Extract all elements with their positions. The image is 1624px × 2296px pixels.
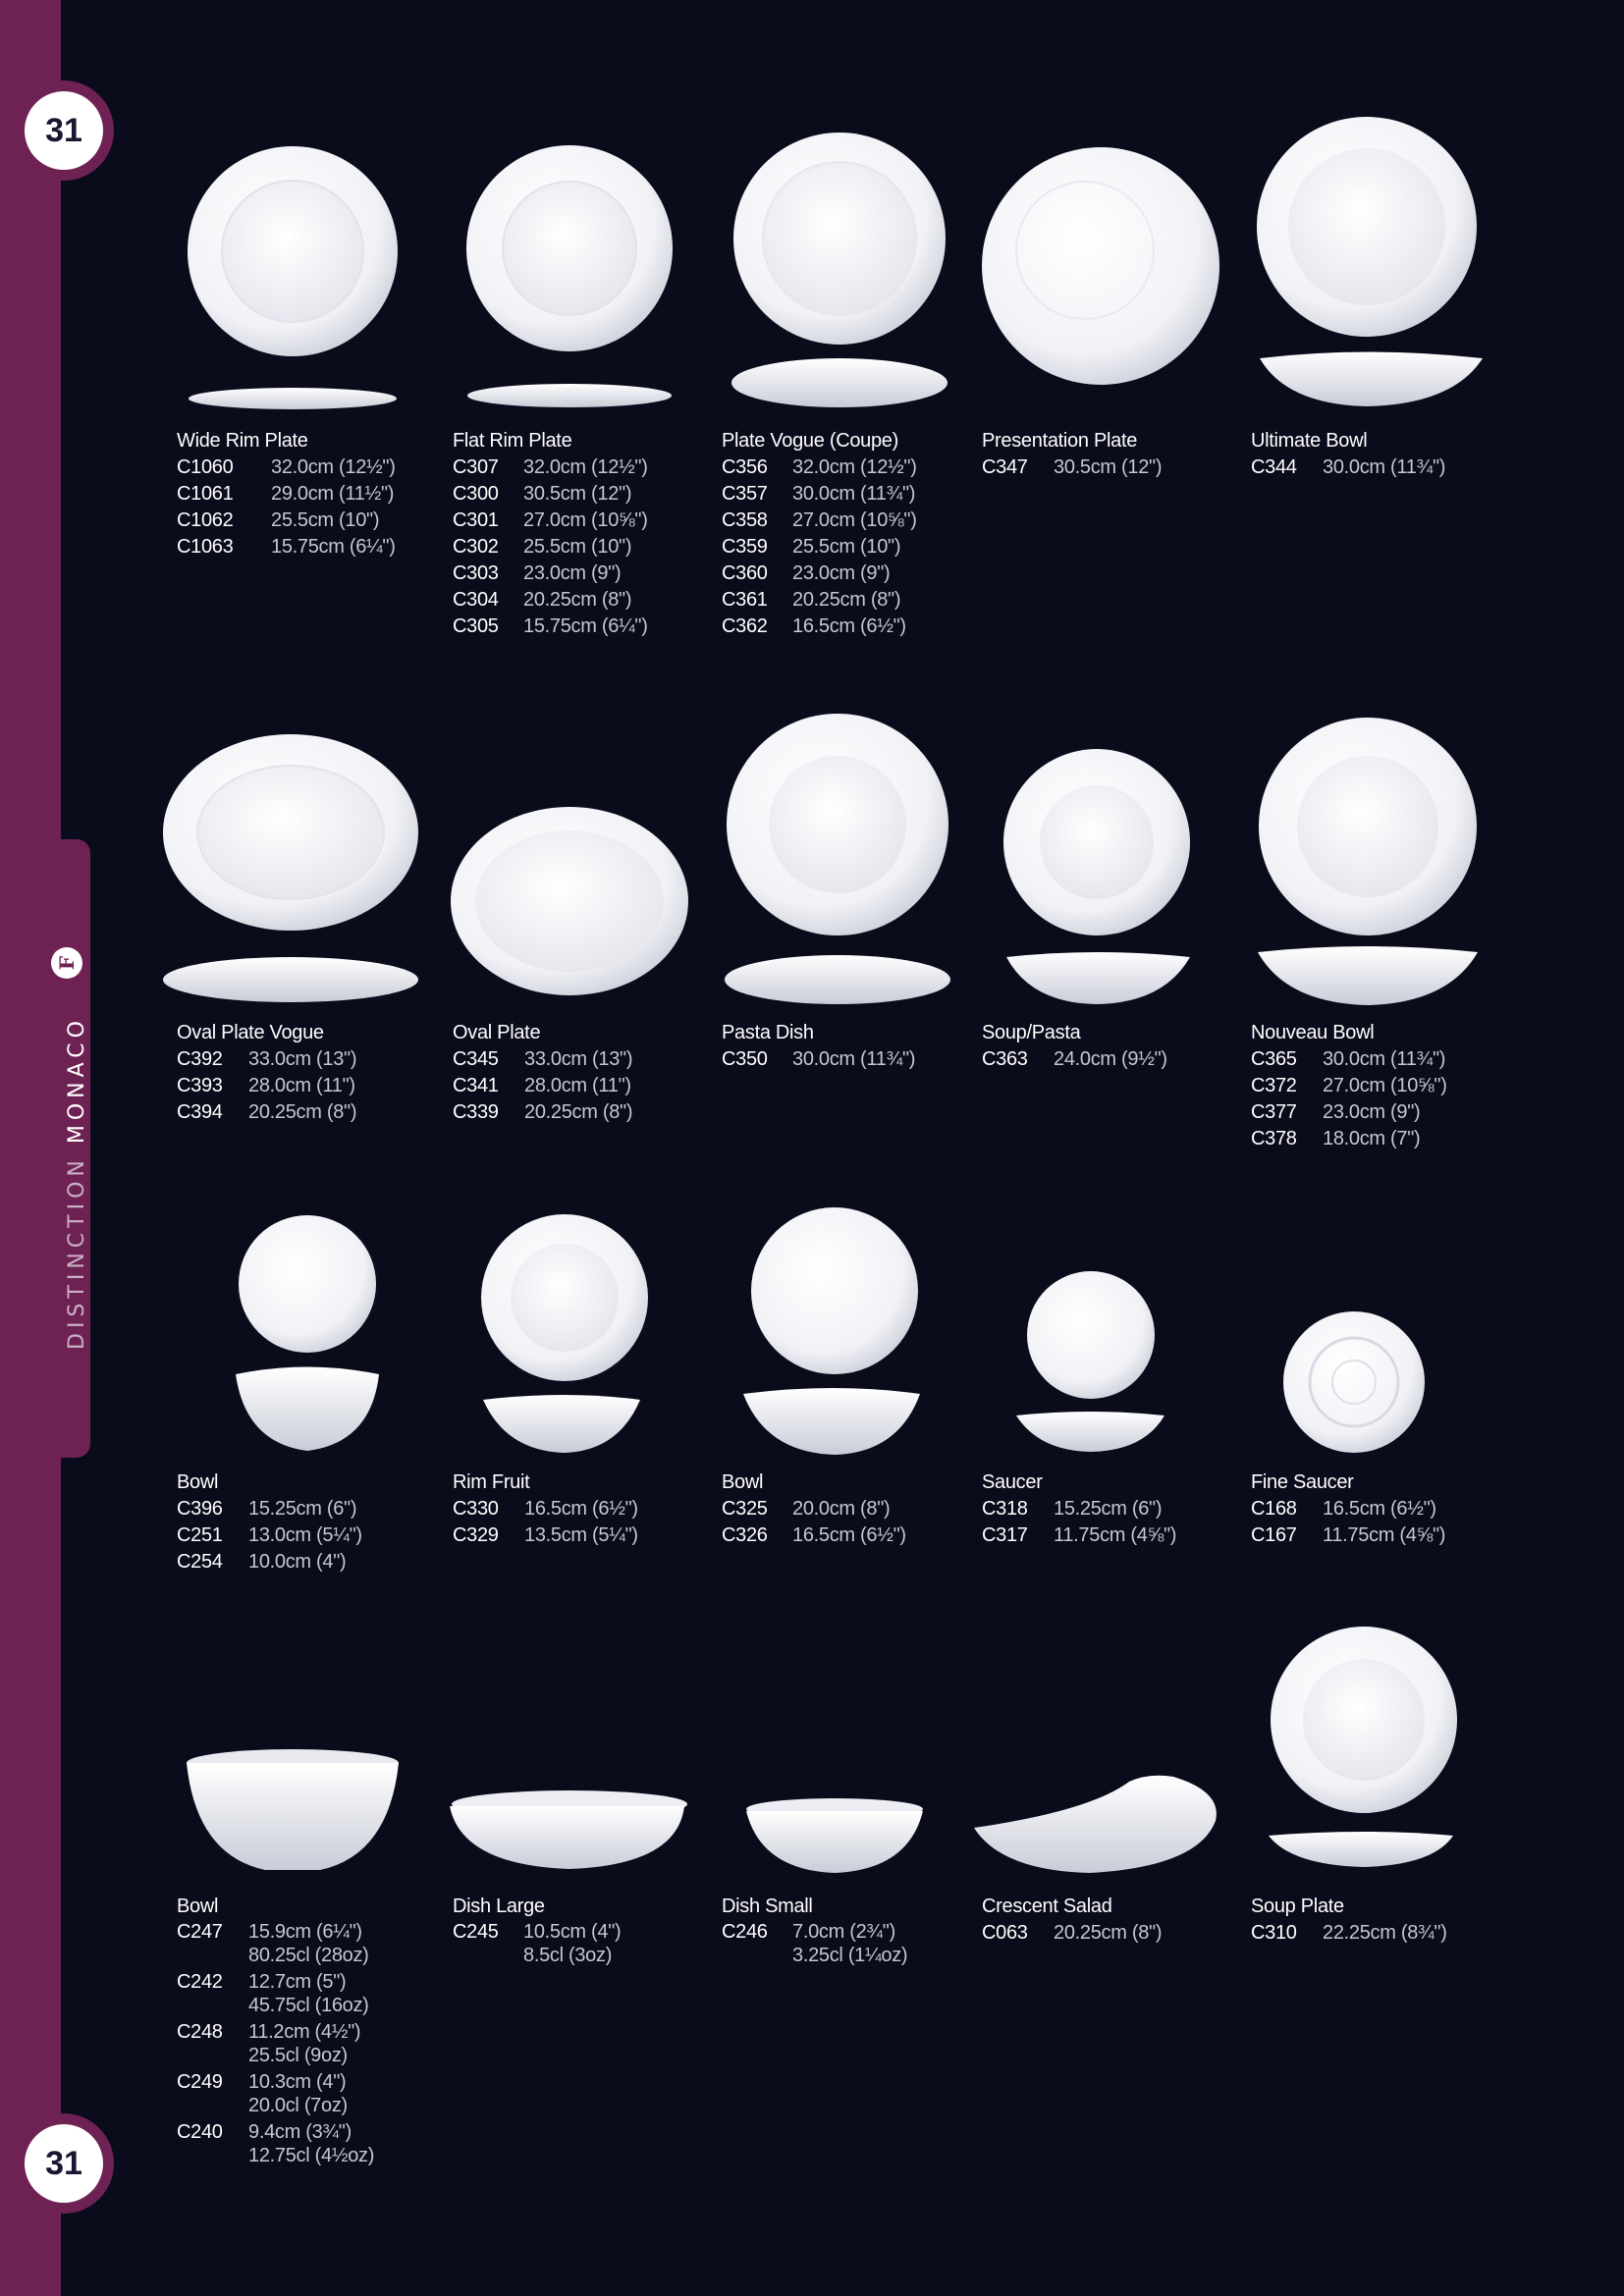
product-size: 24.0cm (9½") <box>1054 1048 1167 1070</box>
product-code: C304 <box>453 589 499 611</box>
product-size: 15.9cm (6¼") <box>248 1921 362 1943</box>
product-code: C248 <box>177 2021 223 2043</box>
product-title: Dish Large <box>453 1896 545 1917</box>
product-bowl-a <box>177 1469 362 1575</box>
product-size: 27.0cm (10⅝") <box>1323 1075 1447 1096</box>
rim-fruit-image <box>481 1214 648 1453</box>
product-code: C359 <box>722 536 768 558</box>
product-size: 13.0cm (5¼") <box>248 1524 362 1546</box>
product-code: C1063 <box>177 536 234 558</box>
product-size: 30.0cm (11¾") <box>1323 1048 1446 1070</box>
collection-name: MONACO <box>65 1016 89 1145</box>
product-volume: 80.25cl (28oz) <box>248 1945 369 1966</box>
product-size: 33.0cm (13") <box>524 1048 633 1070</box>
spec-row <box>453 587 648 614</box>
product-code: C350 <box>722 1048 768 1070</box>
product-size: 20.25cm (8") <box>1054 1922 1163 1944</box>
soup-plate-image <box>1269 1627 1457 1867</box>
product-size: 11.75cm (4⅝") <box>1323 1524 1446 1546</box>
product-crescent-salad <box>982 1894 1162 1947</box>
product-saucer <box>982 1469 1176 1549</box>
product-code: C303 <box>453 562 499 584</box>
product-code: C254 <box>177 1551 223 1573</box>
product-title: Dish Small <box>722 1896 813 1917</box>
spec-row <box>722 481 917 507</box>
product-title: Presentation Plate <box>982 430 1138 452</box>
spec-row <box>177 2020 374 2067</box>
spec-row <box>722 1496 906 1522</box>
spec-row <box>1251 1920 1447 1947</box>
spec-row <box>177 1099 356 1126</box>
product-title: Crescent Salad <box>982 1896 1112 1917</box>
spec-row <box>453 1920 621 1967</box>
product-size: 25.5cm (10") <box>271 509 380 531</box>
product-size: 18.0cm (7") <box>1323 1128 1421 1149</box>
product-dish-small <box>722 1894 907 1970</box>
product-code: C305 <box>453 615 499 637</box>
product-title: Rim Fruit <box>453 1471 530 1493</box>
product-size: 30.5cm (12") <box>1054 456 1163 478</box>
product-code: C344 <box>1251 456 1297 478</box>
product-volume: 3.25cl (1¼oz) <box>792 1945 908 1966</box>
saucer-image <box>1016 1271 1164 1452</box>
product-presentation-plate <box>982 428 1162 481</box>
product-code: C356 <box>722 456 768 478</box>
product-code: C246 <box>722 1921 768 1943</box>
product-code: C345 <box>453 1048 499 1070</box>
product-rim-fruit <box>453 1469 638 1549</box>
product-code: C378 <box>1251 1128 1297 1149</box>
product-size: 29.0cm (11½") <box>271 483 395 505</box>
product-dish-large <box>453 1894 621 1970</box>
pasta-dish-image <box>725 714 950 1004</box>
spec-row <box>177 507 396 534</box>
spec-row <box>453 1496 638 1522</box>
product-title: Soup Plate <box>1251 1896 1344 1917</box>
product-title: Saucer <box>982 1471 1043 1493</box>
product-pasta-dish <box>722 1020 915 1073</box>
product-oval-plate-vogue <box>177 1020 356 1126</box>
product-size: 15.75cm (6¼") <box>523 615 648 637</box>
product-size: 10.0cm (4") <box>248 1551 347 1573</box>
product-code: C393 <box>177 1075 223 1096</box>
spec-row <box>177 1970 374 2017</box>
product-code: C325 <box>722 1498 768 1520</box>
product-code: C251 <box>177 1524 223 1546</box>
product-code: C1060 <box>177 456 234 478</box>
product-size: 15.25cm (6") <box>248 1498 357 1520</box>
spec-row <box>453 1099 632 1126</box>
product-size: 11.2cm (4½") <box>248 2021 361 2043</box>
plate-vogue-coupe-image <box>731 133 947 407</box>
product-code: C249 <box>177 2071 223 2093</box>
product-size: 25.5cm (10") <box>792 536 901 558</box>
product-code: C362 <box>722 615 768 637</box>
spec-row <box>722 614 917 640</box>
product-size: 20.25cm (8") <box>524 1101 633 1123</box>
ultimate-bowl-image <box>1257 117 1483 406</box>
spec-row <box>722 1522 906 1549</box>
product-nouveau-bowl <box>1251 1020 1447 1152</box>
product-title: Bowl <box>722 1471 764 1493</box>
product-title: Nouveau Bowl <box>1251 1022 1375 1043</box>
spec-row <box>453 1046 632 1073</box>
product-title: Plate Vogue (Coupe) <box>722 430 898 452</box>
product-oval-plate <box>453 1020 632 1126</box>
product-plate-vogue-coupe <box>722 428 917 640</box>
product-size: 32.0cm (12½") <box>792 456 917 478</box>
product-code: C168 <box>1251 1498 1297 1520</box>
bowl-c-image <box>187 1749 399 1870</box>
spec-row <box>1251 1126 1447 1152</box>
product-fine-saucer <box>1251 1469 1445 1549</box>
product-size: 16.5cm (6½") <box>792 615 906 637</box>
spec-row <box>1251 1496 1445 1522</box>
product-code: C317 <box>982 1524 1028 1546</box>
product-size: 32.0cm (12½") <box>523 456 648 478</box>
spec-row <box>722 587 917 614</box>
product-code: C302 <box>453 536 499 558</box>
spec-row <box>177 1073 356 1099</box>
product-title: Fine Saucer <box>1251 1471 1354 1493</box>
product-volume: 8.5cl (3oz) <box>523 1945 613 1966</box>
product-code: C330 <box>453 1498 499 1520</box>
product-code: C392 <box>177 1048 223 1070</box>
spec-row <box>177 454 396 481</box>
bowl-b-image <box>743 1207 920 1455</box>
spec-row <box>177 2120 374 2167</box>
spec-row <box>177 1496 362 1522</box>
product-size: 11.75cm (4⅝") <box>1054 1524 1177 1546</box>
oval-plate-vogue-image <box>163 734 418 1002</box>
spec-row <box>1251 1073 1447 1099</box>
flat-rim-plate-image <box>466 145 673 407</box>
product-code: C326 <box>722 1524 768 1546</box>
spec-row <box>982 1046 1167 1073</box>
product-size: 30.5cm (12") <box>523 483 632 505</box>
product-code: C361 <box>722 589 768 611</box>
product-code: C396 <box>177 1498 223 1520</box>
spec-row <box>453 561 648 587</box>
product-code: C394 <box>177 1101 223 1123</box>
product-title: Wide Rim Plate <box>177 430 308 452</box>
product-code: C318 <box>982 1498 1028 1520</box>
spec-row <box>722 1046 915 1073</box>
spec-row <box>982 1496 1176 1522</box>
product-size: 22.25cm (8¾") <box>1323 1922 1447 1944</box>
product-title: Oval Plate <box>453 1022 541 1043</box>
product-code: C372 <box>1251 1075 1297 1096</box>
product-size: 15.75cm (6¼") <box>271 536 396 558</box>
product-code: C301 <box>453 509 499 531</box>
dish-large-image <box>450 1790 687 1869</box>
product-code: C245 <box>453 1921 499 1943</box>
collection-prefix: DISTINCTION <box>65 1155 89 1350</box>
product-volume: 45.75cl (16oz) <box>248 1995 369 2016</box>
product-size: 20.25cm (8") <box>248 1101 357 1123</box>
product-size: 16.5cm (6½") <box>792 1524 906 1546</box>
product-title: Flat Rim Plate <box>453 430 572 452</box>
product-size: 23.0cm (9") <box>523 562 622 584</box>
product-title: Soup/Pasta <box>982 1022 1081 1043</box>
spec-row <box>453 534 648 561</box>
product-size: 10.3cm (4") <box>248 2071 347 2093</box>
spec-row <box>722 561 917 587</box>
product-code: C360 <box>722 562 768 584</box>
product-code: C247 <box>177 1921 223 1943</box>
product-size: 15.25cm (6") <box>1054 1498 1163 1520</box>
product-size: 33.0cm (13") <box>248 1048 357 1070</box>
product-code: C377 <box>1251 1101 1297 1123</box>
spec-row <box>722 454 917 481</box>
product-code: C357 <box>722 483 768 505</box>
product-code: C339 <box>453 1101 499 1123</box>
product-code: C341 <box>453 1075 499 1096</box>
product-size: 23.0cm (9") <box>1323 1101 1421 1123</box>
crescent-salad-image <box>974 1776 1217 1873</box>
spec-row <box>722 534 917 561</box>
spec-row <box>177 1046 356 1073</box>
product-code: C063 <box>982 1922 1028 1944</box>
product-code: C240 <box>177 2121 223 2143</box>
spec-row <box>1251 1046 1447 1073</box>
product-size: 25.5cm (10") <box>523 536 632 558</box>
product-title: Oval Plate Vogue <box>177 1022 324 1043</box>
presentation-plate-image <box>982 147 1219 385</box>
spec-row <box>177 481 396 507</box>
product-size: 30.0cm (11¾") <box>792 1048 916 1070</box>
spec-row <box>453 507 648 534</box>
product-code: C300 <box>453 483 499 505</box>
fine-saucer-image <box>1283 1311 1425 1453</box>
product-code: C347 <box>982 456 1028 478</box>
spec-row <box>1251 1522 1445 1549</box>
product-size: 12.7cm (5") <box>248 1971 347 1993</box>
page-number-top: 31 <box>25 91 103 170</box>
product-size: 30.0cm (11¾") <box>792 483 916 505</box>
spec-row <box>453 454 648 481</box>
product-title: Pasta Dish <box>722 1022 814 1043</box>
product-volume: 12.75cl (4½oz) <box>248 2145 375 2166</box>
product-bowl-c <box>177 1894 374 2170</box>
product-title: Ultimate Bowl <box>1251 430 1368 452</box>
product-size: 27.0cm (10⅝") <box>792 509 917 531</box>
product-code: C307 <box>453 456 499 478</box>
product-size: 7.0cm (2¾") <box>792 1921 895 1943</box>
product-size: 16.5cm (6½") <box>1323 1498 1436 1520</box>
spec-row <box>453 1073 632 1099</box>
product-size: 30.0cm (11¾") <box>1323 456 1446 478</box>
product-size: 28.0cm (11") <box>248 1075 355 1096</box>
spec-row <box>1251 454 1445 481</box>
product-size: 28.0cm (11") <box>524 1075 631 1096</box>
dish-small-image <box>746 1798 923 1873</box>
product-code: C363 <box>982 1048 1028 1070</box>
product-size: 13.5cm (5¼") <box>524 1524 638 1546</box>
spec-row <box>982 454 1162 481</box>
product-size: 27.0cm (10⅝") <box>523 509 648 531</box>
product-code: C365 <box>1251 1048 1297 1070</box>
spec-row <box>722 507 917 534</box>
wide-rim-plate-image <box>188 146 398 409</box>
spec-row <box>177 1549 362 1575</box>
nouveau-bowl-image <box>1258 718 1478 1005</box>
product-code: C242 <box>177 1971 223 1993</box>
product-flat-rim-plate <box>453 428 648 640</box>
soup-pasta-image <box>1003 749 1190 1004</box>
product-code: C329 <box>453 1524 499 1546</box>
product-size: 20.0cm (8") <box>792 1498 891 1520</box>
product-title: Bowl <box>177 1471 219 1493</box>
product-soup-pasta <box>982 1020 1167 1073</box>
brand-logo-letter: F <box>55 955 79 971</box>
product-bowl-b <box>722 1469 906 1549</box>
oval-plate-image <box>451 807 688 995</box>
product-soup-plate <box>1251 1894 1447 1947</box>
product-ultimate-bowl <box>1251 428 1445 481</box>
spec-row <box>177 1522 362 1549</box>
spec-row <box>982 1522 1176 1549</box>
spec-row <box>982 1920 1162 1947</box>
product-size: 20.25cm (8") <box>523 589 632 611</box>
product-size: 20.25cm (8") <box>792 589 901 611</box>
product-code: C1061 <box>177 483 234 505</box>
spec-row <box>453 1522 638 1549</box>
spec-row <box>177 2070 374 2117</box>
product-size: 10.5cm (4") <box>523 1921 622 1943</box>
spec-row <box>453 614 648 640</box>
product-code: C167 <box>1251 1524 1297 1546</box>
spec-row <box>453 481 648 507</box>
product-code: C1062 <box>177 509 234 531</box>
product-volume: 25.5cl (9oz) <box>248 2045 348 2066</box>
product-size: 23.0cm (9") <box>792 562 891 584</box>
product-code: C310 <box>1251 1922 1297 1944</box>
product-volume: 20.0cl (7oz) <box>248 2095 348 2116</box>
spec-row <box>177 534 396 561</box>
product-code: C358 <box>722 509 768 531</box>
product-wide-rim-plate <box>177 428 396 561</box>
product-size: 9.4cm (3¾") <box>248 2121 352 2143</box>
bowl-a-image <box>236 1215 379 1451</box>
product-size: 32.0cm (12½") <box>271 456 396 478</box>
spec-row <box>177 1920 374 1967</box>
product-title: Bowl <box>177 1896 219 1917</box>
spec-row <box>722 1920 907 1967</box>
product-size: 16.5cm (6½") <box>524 1498 638 1520</box>
page-number-bottom: 31 <box>25 2124 103 2203</box>
spec-row <box>1251 1099 1447 1126</box>
